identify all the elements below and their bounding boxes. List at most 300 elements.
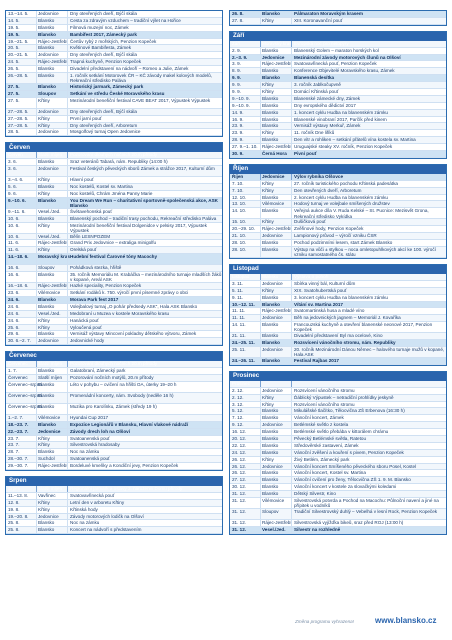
event-name: Pochod podzimními lesem, start Zámek Blansko xyxy=(291,240,446,246)
event-place: Blansko xyxy=(36,73,67,83)
table-row xyxy=(230,61,446,68)
event-place: Blansko xyxy=(260,110,291,116)
event-date: 11.–13. 8. xyxy=(8,492,29,498)
event-date: 3. 6. xyxy=(8,166,17,172)
event-name: Noc na zámku xyxy=(67,449,222,455)
table-row xyxy=(230,477,446,484)
continued-section xyxy=(229,10,447,26)
event-name: Evropská noc pro netopýry xyxy=(291,41,446,47)
table-row xyxy=(6,463,222,470)
right-column xyxy=(229,10,447,540)
table-row xyxy=(6,129,222,136)
table-row xyxy=(230,219,446,226)
event-place: Jedovnice xyxy=(260,422,291,428)
table-row xyxy=(6,166,222,177)
table-row xyxy=(230,103,446,110)
event-date: 9.–11. 6. xyxy=(8,208,26,214)
event-date: 25. 11. xyxy=(232,346,246,352)
table-row xyxy=(230,75,446,82)
event-name: Noc kostelů, Chrám Jména Panny Marie xyxy=(67,191,222,197)
event-name: Dušičková pouť xyxy=(291,219,446,225)
table-row xyxy=(6,404,222,415)
table-header-row xyxy=(230,41,446,48)
event-date: 18.–23. 7. xyxy=(8,421,29,427)
event-date: 9. 9. xyxy=(232,89,241,95)
event-name: Dny otevřených dveří, Býčí skála xyxy=(67,52,222,58)
event-date: 24. 5. xyxy=(8,59,20,65)
event-name: 20. ročník Mezinárodní Dánou Němec – halového turnaje mužů v kopané, Hala ASK xyxy=(291,347,446,357)
event-name: 3. koncert cyklu Hudba na blanenském zámku xyxy=(291,295,446,301)
event-place: Suchdol xyxy=(36,456,67,462)
event-place: Blansko xyxy=(260,333,291,339)
event-place: Rájec-Jestřebí xyxy=(38,59,68,65)
table-row xyxy=(6,73,222,84)
event-date: 11. 6. xyxy=(8,247,20,253)
table-row xyxy=(6,514,222,521)
table-row xyxy=(6,493,222,500)
event-name: Mezinárodní benefiční festival Dolgenidce v pelsisy 2017, Výpustek Výpustek xyxy=(67,223,222,233)
footer-url[interactable]: www.blansko.cz xyxy=(375,616,437,625)
event-name: Uruguajské steaky XV. ročník, Penzion Kopeček xyxy=(291,144,446,150)
event-name: Pozorování nočních motýlů, 20.m přítody xyxy=(67,375,222,381)
event-place: Křtiny xyxy=(36,123,67,129)
event-name: Rozsvícení vánočního stromu xyxy=(291,402,446,408)
event-place: Jedovnice xyxy=(260,55,291,61)
event-date: 19. 5. xyxy=(8,31,20,37)
month-title: Listopad xyxy=(230,265,446,274)
event-name: Medobraní u Muzea v kostele Moravského krasu xyxy=(67,311,222,317)
event-name: Francouzská kuchyně a otevření blanenské neonové 2017, Penzion Kopeček xyxy=(291,322,446,332)
table-row xyxy=(230,68,446,75)
event-place: Vilémovice xyxy=(36,415,67,421)
event-name: Galatobraní, Zámecký park xyxy=(67,368,222,374)
event-place: Křtiny xyxy=(260,219,291,225)
event-place: Blansko xyxy=(36,25,67,31)
event-date: 24.–26. 11. xyxy=(232,357,255,363)
event-place: Blansko xyxy=(36,66,67,72)
event-place: Blansko xyxy=(260,408,291,414)
event-date: 26. 5. xyxy=(8,66,20,72)
table-row xyxy=(6,84,222,91)
event-date: 31. 12. xyxy=(232,491,247,497)
month-section xyxy=(229,371,447,535)
month-section xyxy=(229,31,447,159)
event-date: 30. 12. xyxy=(232,484,247,490)
event-place: Blansko xyxy=(260,470,291,476)
table-row xyxy=(6,11,222,18)
event-place: Křtiny xyxy=(36,442,67,448)
event-place: Křtiny xyxy=(36,191,67,197)
table-row xyxy=(6,297,222,304)
event-date: 11. 6. xyxy=(8,240,20,246)
event-name: Křtinská hody xyxy=(67,507,222,513)
event-date: 23. 7. xyxy=(8,442,20,448)
table-row xyxy=(6,191,222,198)
event-place: Vavřinec xyxy=(36,493,67,499)
table-row xyxy=(6,429,222,436)
event-place: Rájec-Jestřebí xyxy=(262,519,292,525)
event-place: Blansko xyxy=(260,240,291,246)
month-section xyxy=(5,351,223,471)
event-place: Jedovnice xyxy=(36,129,67,135)
event-name: Sbírka vinný bál, Kulturní dům xyxy=(291,281,446,287)
table-row xyxy=(230,18,446,25)
event-place: Blansko xyxy=(36,297,67,303)
event-place: Jedovnice xyxy=(36,514,67,520)
event-date: 26. 8. xyxy=(232,11,244,16)
table-row xyxy=(230,144,446,151)
event-date: 2. 9. xyxy=(232,47,241,53)
table-row xyxy=(6,216,222,223)
event-date: 19. 5. xyxy=(8,24,20,30)
event-name: Svatovavřinecká pouť xyxy=(67,493,222,499)
table-row xyxy=(230,48,446,55)
event-place: Blansko xyxy=(36,45,67,51)
event-date: 19.–20. 8. xyxy=(8,513,29,519)
event-place: Jedovnice xyxy=(36,166,67,176)
table-row xyxy=(6,393,222,404)
table-row xyxy=(6,254,222,265)
table-row xyxy=(6,507,222,514)
event-name: Ďáblický Výpustek – netradiční prohlídky jeskyně xyxy=(291,395,446,401)
table-row xyxy=(230,302,446,309)
event-place: Křtiny xyxy=(260,402,291,408)
event-place: Blansko xyxy=(260,436,291,442)
event-date: Říjen xyxy=(232,173,244,179)
event-date: 9. 9. xyxy=(232,82,241,88)
table-row xyxy=(230,484,446,491)
event-date: 26. 12. xyxy=(232,470,247,476)
table-row xyxy=(230,201,446,208)
event-date: 3. 6. xyxy=(8,159,17,165)
event-name: Pálmaraton Moravským krasem xyxy=(291,11,446,17)
event-date: 24. 6. xyxy=(8,310,20,316)
event-place: Blansko xyxy=(36,527,67,533)
table-row xyxy=(230,240,446,247)
table-row xyxy=(6,109,222,116)
event-date: 3. 9. xyxy=(232,61,241,67)
event-place: Křtiny xyxy=(36,223,67,233)
table-row xyxy=(230,89,446,96)
table-row xyxy=(230,450,446,457)
event-date: 3.–4. 6. xyxy=(8,177,24,183)
event-date: 27. 9.–1. 10. xyxy=(232,144,258,150)
event-date: 5. 12. xyxy=(232,408,244,414)
event-name: Svatoanenská pouť xyxy=(67,456,222,462)
event-place: Blansko xyxy=(36,18,67,24)
event-name: Dny otevřených dveří, Býčí skála xyxy=(67,109,222,115)
table-row xyxy=(230,233,446,240)
event-name: Dny otevřených dveří, Býčí skála xyxy=(67,11,222,17)
event-name: Švétavehonská pouť xyxy=(67,209,222,215)
month-title: Září xyxy=(230,32,446,41)
event-name: Trapná kuchyně, Penzion Kopeček xyxy=(67,59,222,65)
table-row xyxy=(6,415,222,422)
event-name: Mikulášské tlačítko, Tělocvična ZŠ Erbenova (16:30 h) xyxy=(291,408,446,414)
table-row xyxy=(230,55,446,62)
event-date: 23. 9. xyxy=(232,130,244,136)
event-date: Červen xyxy=(8,152,23,158)
event-place: Blansko xyxy=(36,404,67,414)
event-name: Festival Rajbas 2017 xyxy=(291,358,446,364)
event-date: 29.–30. 7. xyxy=(8,463,29,469)
table-row xyxy=(6,500,222,507)
table-row xyxy=(230,388,446,395)
event-date: 23. 9. xyxy=(232,123,244,129)
event-place: Blansko xyxy=(260,340,291,346)
event-date: 31. 12. xyxy=(232,497,247,503)
event-name: Silvestrovská vyjížďka bikeů, sraz před ROJ (13:00 h) xyxy=(291,520,446,526)
table-row xyxy=(230,347,446,358)
table-row xyxy=(230,195,446,202)
event-name: Divadelní představení na nádvoří – Romeo a Julie, Zámek xyxy=(67,66,222,72)
table-row xyxy=(6,32,222,39)
table-row xyxy=(6,338,222,345)
event-date: Září xyxy=(232,40,241,46)
event-place: Slatší míjen xyxy=(36,152,67,158)
event-date: Listopad xyxy=(232,273,250,279)
event-place: Blansko xyxy=(260,322,291,332)
event-date: 14. 11. xyxy=(232,322,246,328)
event-place: Jedovnice xyxy=(36,52,67,58)
event-place: Křtiny xyxy=(260,188,291,194)
event-name: Svatovavřinecká pouť, Penzion Kopeček xyxy=(291,61,446,67)
event-name: Výlov rybníka Olšovce xyxy=(291,174,446,180)
event-place: Blansko xyxy=(260,68,291,74)
event-place: Moravský kras xyxy=(262,40,292,46)
event-date: 24. 6. xyxy=(8,317,20,323)
event-place: Blansko xyxy=(260,75,291,81)
event-name: Koncert na nádvoří s představením xyxy=(67,527,222,533)
event-name: 35. ročník Memoriálu M. Krabáčka – mezinárodního turnaje mladších žáků v kopané, Areál ASK xyxy=(67,272,222,282)
event-date: 31. 12. xyxy=(232,519,247,525)
event-name: Vánoční cvičení pro ženy, Tělocvična ZŠ 1. 9. M. Blansko xyxy=(291,477,446,483)
event-date: 27.–28. 5. xyxy=(8,115,29,121)
event-name: Pozorování dlouhých nočních 20.m přítody xyxy=(67,152,222,158)
event-place: Blansko xyxy=(260,443,291,449)
event-date: 16. 9. xyxy=(232,116,244,122)
event-date: 23. 7. xyxy=(8,435,20,441)
event-name xyxy=(291,381,446,387)
event-date: Červenec xyxy=(8,374,28,380)
event-date: 10.–12. 11. xyxy=(232,301,255,307)
event-date: 27. 12. xyxy=(232,477,247,483)
table-row xyxy=(230,333,446,340)
event-date: 24.–25. 11. xyxy=(232,340,255,346)
event-name: Divadelní představení Byl ma ocelové, Kino xyxy=(291,333,446,339)
event-date: 2.–3. 9. xyxy=(232,54,248,60)
event-place: Blansko xyxy=(36,32,67,38)
event-date: 11. 11. xyxy=(232,315,246,321)
table-row xyxy=(230,443,446,450)
event-place: Blansko xyxy=(260,96,291,102)
event-place: Sloupov xyxy=(36,91,67,97)
event-place: Blansko xyxy=(260,117,291,123)
event-place: Slatší míjen xyxy=(36,361,67,367)
table-row xyxy=(230,395,446,402)
month-title: Červenec xyxy=(6,352,222,361)
table-row xyxy=(230,96,446,103)
event-place: Vilémovice xyxy=(36,290,67,296)
event-place: Blansko xyxy=(260,103,291,109)
event-date: 10. 6. xyxy=(8,233,20,239)
event-date: 1.–2. 7. xyxy=(8,414,24,420)
event-place: Křtiny xyxy=(36,177,67,183)
event-name: Historický jarmark, Zámecký park xyxy=(67,84,222,90)
table-row xyxy=(6,98,222,109)
event-date: 29. 6. xyxy=(8,331,20,337)
event-name: Setkání rodáků k. 750. výročí první písemné zprávy o obci xyxy=(67,290,222,296)
event-date: 12. 10. xyxy=(232,194,247,200)
table-header-row xyxy=(230,174,446,181)
event-date: 27. 5. xyxy=(8,90,20,96)
event-place: Vesel./Jed. xyxy=(36,209,67,215)
table-row xyxy=(6,240,222,247)
event-date: 27. 5. xyxy=(8,84,20,90)
event-place: Rájec-Jestřebí xyxy=(38,240,68,246)
table-row xyxy=(230,358,446,365)
event-name: Svatoanenská pouť xyxy=(67,436,222,442)
event-date: 5. 11. xyxy=(232,287,244,293)
event-date: Červenec–srpen xyxy=(8,381,42,387)
event-name: Vyloučená pouť xyxy=(67,325,222,331)
event-date: 28. 9. xyxy=(232,137,244,143)
event-name: Tradiční Silvestrovský duhlý – Vebelhá v lesní Rock, Penzion Kopeček xyxy=(291,509,446,519)
table-row xyxy=(6,116,222,123)
event-date: 26.–28. 5. xyxy=(8,73,29,79)
event-place: Blansko xyxy=(260,195,291,201)
event-name: Blanenský pochod – tradiční trasy pochodu, Rekreační středisko Paláva xyxy=(67,216,222,222)
event-date: 26. 12. xyxy=(232,456,247,462)
event-name: Morava Park fest 2017 xyxy=(67,297,222,303)
table-row xyxy=(230,181,446,188)
event-place: Blansko xyxy=(36,198,67,208)
table-row xyxy=(230,247,446,258)
event-place: Blansko xyxy=(260,484,291,490)
event-name: Muzika pro Karolínku, Zámek (středy 19 h) xyxy=(67,404,222,414)
event-date: 16.–18. 6. xyxy=(8,283,29,289)
event-place: Blansko xyxy=(260,450,291,456)
event-name: Dny otevřených dveří, Arboretum xyxy=(67,123,222,129)
event-name: Noc na zámku xyxy=(67,520,222,526)
event-place: Blansko xyxy=(260,137,291,143)
event-place xyxy=(260,381,291,387)
event-date: Červenec xyxy=(8,361,28,367)
event-date: 28. 7. xyxy=(8,449,20,455)
table-row xyxy=(230,117,446,124)
event-name: Vánoční zvěšení a kouření s pivem, Penzion Kopeček xyxy=(291,450,446,456)
event-place: Blansko xyxy=(260,48,291,54)
event-date: 14. 9. xyxy=(232,109,244,115)
event-name: Pohádková stezka, hřiště xyxy=(67,265,222,271)
event-place: Rájec-Jestřebí xyxy=(262,308,292,314)
event-place: Rájec-Jestřebí xyxy=(262,226,292,232)
table-row xyxy=(6,272,222,283)
month-title: Prosinec xyxy=(230,372,446,381)
event-place: Jedovnice xyxy=(36,11,67,17)
table-row xyxy=(6,368,222,375)
event-place: Blansko xyxy=(260,429,291,435)
table-row xyxy=(6,436,222,443)
table-row xyxy=(6,18,222,25)
event-name: Silvestr na rozhledně xyxy=(291,527,446,533)
event-place: Jedovnice xyxy=(36,429,67,435)
event-name: Pěvecký Betlémské světla, Ratetou xyxy=(291,436,446,442)
event-place: Křtiny xyxy=(260,395,291,401)
event-date: Červenec–srpen xyxy=(8,403,42,409)
event-place: Křtiny xyxy=(36,436,67,442)
event-date: 16. 6. xyxy=(8,265,20,271)
table-row xyxy=(230,520,446,527)
event-place: Blansko xyxy=(36,216,67,222)
event-place: Blansko xyxy=(260,295,291,301)
event-date: 21. 10. xyxy=(232,233,247,239)
event-name: Promenádní koncerty, nám. Svobody (neděle 16 h) xyxy=(67,393,222,403)
event-name: Rozsvícení vánočního stromu xyxy=(291,388,446,394)
event-name: Jedovnické hody xyxy=(67,338,222,344)
event-name: Setkání ve středu České Moravského krasu xyxy=(67,91,222,97)
event-place: Vilémovice xyxy=(260,201,291,207)
event-place: Blansko xyxy=(260,415,291,421)
event-name: Zvěřinové hody, Penzion Kopeček xyxy=(291,226,446,232)
table-row xyxy=(6,25,222,32)
event-name: 3. ročník Jablkočupvně xyxy=(291,82,446,88)
event-place: Sloupov xyxy=(36,265,67,271)
event-place: Blansko xyxy=(260,358,291,364)
table-row xyxy=(6,449,222,456)
event-date: 11. 11. xyxy=(232,308,246,314)
event-name: Hazké speciality, Penzion Kopeček xyxy=(67,283,222,289)
table-header-row xyxy=(230,381,446,388)
table-row xyxy=(6,520,222,527)
event-date: Srpen xyxy=(8,485,21,491)
table-row xyxy=(230,288,446,295)
event-place: Blansko xyxy=(260,274,291,280)
table-header-row xyxy=(230,274,446,281)
event-name: Vernisáž výstavy Mincovní pokladny dětského výtvoru, Zámek xyxy=(67,331,222,337)
event-place: Blansko xyxy=(36,393,67,403)
event-date: 24. 12. xyxy=(232,449,247,455)
event-name: Závody motorových lodičk na Olšoví xyxy=(67,514,222,520)
event-date: 9. 6. xyxy=(8,190,17,196)
event-name: Výstup na vůči ± stylkou – noca omletopuhlkových akcí ke 100. výročí vzniku samostatného čs. státu xyxy=(291,247,446,257)
event-place: Blansko xyxy=(260,477,291,483)
event-name: Sraz veteránů Tabará, nám. Republiky (14:00 h) xyxy=(67,159,222,165)
event-place: Jedovnice xyxy=(260,174,291,180)
event-name: Bordeluvé kmeňky a Kondiční jevy, Penzion Kopeček xyxy=(67,463,222,469)
event-name: 1. ročník setkání Motorovek ČR – KČ závody makel kolových modelů, Rekreační středisko Paláva xyxy=(67,73,222,83)
event-date: 27. 8. xyxy=(232,17,244,23)
event-place: Křtiny xyxy=(36,247,67,253)
month-title: Srpen xyxy=(6,477,222,486)
event-name: Vánoční koncert Smíšeného pěveckého sboru Posel, Kostel xyxy=(291,464,446,470)
table-row xyxy=(6,234,222,241)
event-place: Jedovnice xyxy=(260,388,291,394)
event-place: Blansko xyxy=(260,208,291,218)
event-place: Slatší míjen xyxy=(36,486,67,492)
event-date: 26. 12. xyxy=(232,463,247,469)
event-place: Blansko xyxy=(36,272,67,282)
event-place: Blansko xyxy=(36,84,67,90)
event-date: 15. 10. xyxy=(232,219,247,225)
event-place: Blansko xyxy=(36,449,67,455)
event-date: 28. 10. xyxy=(232,240,247,246)
event-name: Hodový turnaj ve volejbale smíšených družstev xyxy=(291,201,446,207)
event-name: Pozorování dlouhých nočních 20.m přítody xyxy=(67,361,222,367)
table-row xyxy=(230,11,446,18)
event-name: Vánoční koncert, Kostel sv. Martina xyxy=(291,470,446,476)
event-name: Středověrské zastavení, Zámek xyxy=(291,443,446,449)
